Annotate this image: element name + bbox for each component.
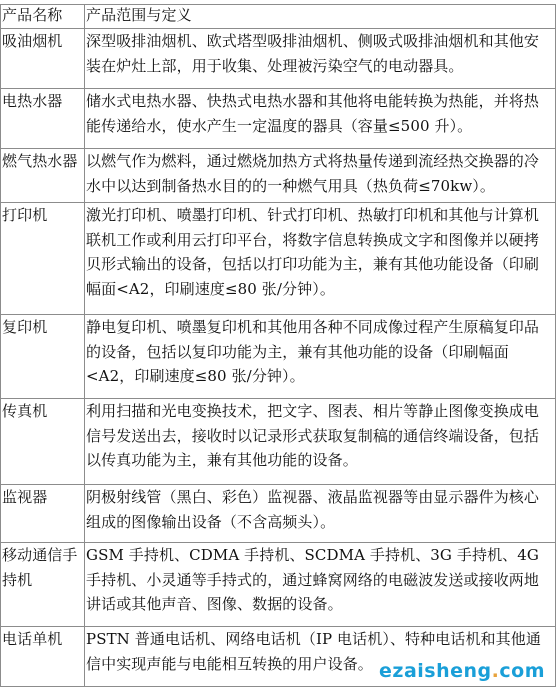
product-definition: 以燃气作为燃料，通过燃烧加热方式将热量传递到流经热交换器的冷水中以达到制备热水目的的一种燃气用具（热负荷≤70kw）。 xyxy=(85,149,556,203)
product-name: 移动通信手持机 xyxy=(1,543,85,627)
product-definition: PSTN 普通电话机、网络电话机（IP 电话机）、特种电话机和其他通信中实现声能与电能相互转换的用户设备。 xyxy=(85,627,556,687)
product-definition: 阴极射线管（黑白、彩色）监视器、液晶监视器等由显示器件为核心组成的图像输出设备（不含高频头）。 xyxy=(85,485,556,543)
product-definition: 静电复印机、喷墨复印机和其他用各种不同成像过程产生原稿复印品的设备，包括以复印功能为主，兼有其他功能的设备（印刷幅面<A2，印刷速度≤80 张/分钟）。 xyxy=(85,315,556,399)
watermark-part1: ezaisheng xyxy=(379,660,492,682)
table-row xyxy=(1,203,556,315)
watermark-dot: . xyxy=(491,660,500,682)
table-row xyxy=(1,149,556,203)
product-name: 吸油烟机 xyxy=(1,29,85,89)
product-name: 打印机 xyxy=(1,203,85,315)
table-row xyxy=(1,485,556,543)
table-row xyxy=(1,89,556,149)
product-name: 监视器 xyxy=(1,485,85,543)
product-definition: GSM 手持机、CDMA 手持机、SCDMA 手持机、3G 手持机、4G 手持机、小灵通等手持式的，通过蜂窝网络的电磁波发送或接收两地讲话或其他声音、图像、数据的设备。 xyxy=(85,543,556,627)
product-name: 传真机 xyxy=(1,399,85,485)
product-definition: 储水式电热水器、快热式电热水器和其他将电能转换为热能，并将热能传递给水，使水产生一定温度的器具（容量≤500 升）。 xyxy=(85,89,556,149)
product-definition: 深型吸排油烟机、欧式塔型吸排油烟机、侧吸式吸排油烟机和其他安装在炉灶上部，用于收集、处理被污染空气的电动器具。 xyxy=(85,29,556,89)
product-name: 电热水器 xyxy=(1,89,85,149)
site-watermark xyxy=(375,659,549,683)
header-product-name: 产品名称 xyxy=(1,5,85,29)
product-definition: 激光打印机、喷墨打印机、针式打印机、热敏打印机和其他与计算机联机工作或利用云打印平台，将数字信息转换成文字和图像并以硬拷贝形式输出的设备，包括以打印功能为主，兼有其他功能设备（印刷幅面<A2，印刷速度≤80 张/分钟）。 xyxy=(85,203,556,315)
table-row xyxy=(1,543,556,627)
watermark-part2: com xyxy=(499,660,545,682)
product-name: 复印机 xyxy=(1,315,85,399)
table-row xyxy=(1,29,556,89)
product-name: 燃气热水器 xyxy=(1,149,85,203)
header-product-definition: 产品范围与定义 xyxy=(85,5,556,29)
product-definition: 利用扫描和光电变换技术，把文字、图表、相片等静止图像变换成电信号发送出去，接收时以记录形式获取复制稿的通信终端设备，包括以传真功能为主，兼有其他功能的设备。 xyxy=(85,399,556,485)
product-name: 电话单机 xyxy=(1,627,85,687)
table-row xyxy=(1,315,556,399)
table-row xyxy=(1,399,556,485)
table-header-row xyxy=(1,5,556,29)
product-definition-table xyxy=(0,4,556,687)
